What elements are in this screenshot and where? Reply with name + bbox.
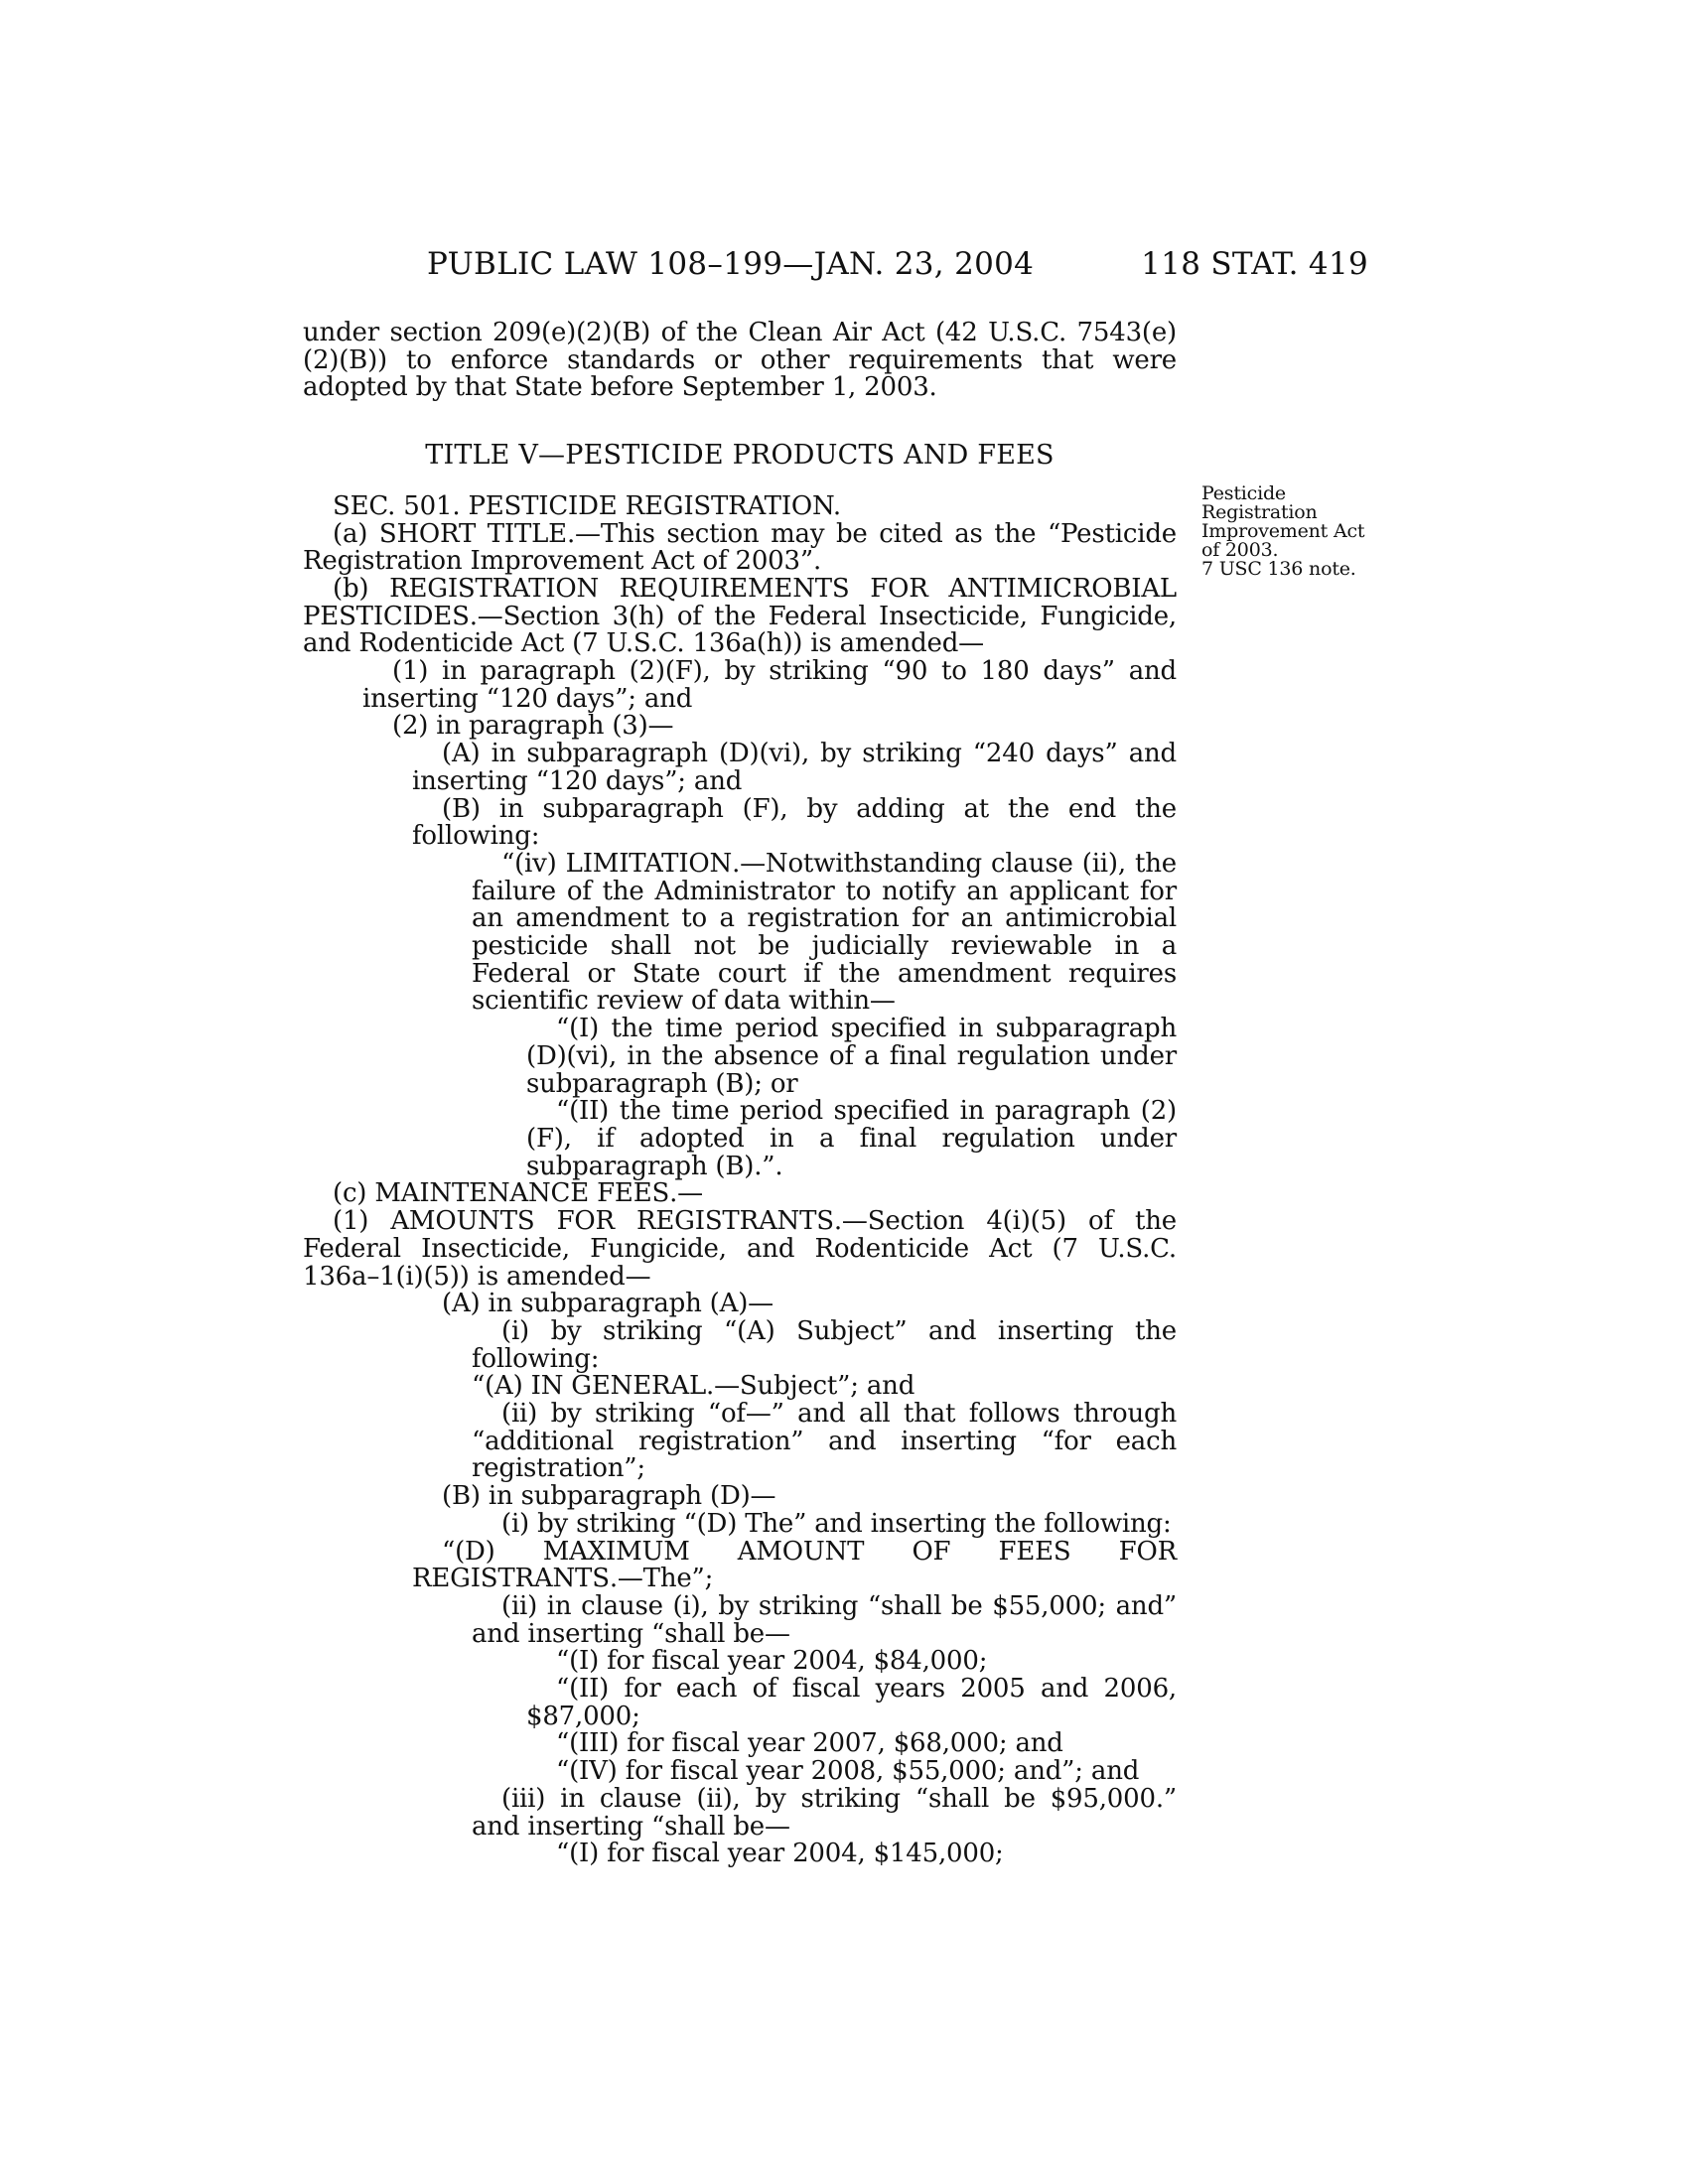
paragraph: under section 209(e)(2)(B) of the Clean Air Act (42 U.S.C. 7543(e)(2)(B)) to enforce standards or other requirements that were adopted by that State before September 1, 2003.	[303, 318, 1177, 403]
subparagraph-c1B: (B) in subparagraph (D)—	[442, 1481, 776, 1512]
quoted-heading: MAXIMUM AMOUNT OF FEES FOR REGISTRANTS	[412, 1536, 1177, 1594]
quoted-heading-D	[303, 1536, 1177, 1594]
subsection-text: .—Section 3(h) of the Federal Insecticide, Fungicide, and Rodenticide Act (7 U.S.C. 136a(h)) is amended—	[303, 601, 1177, 659]
margin-note	[1201, 484, 1400, 579]
quoted-heading-A	[303, 1373, 1177, 1401]
quoted-text: .—The”;	[609, 1564, 714, 1594]
paragraph-text: .—Section 4(i)(5) of the Federal Insecticide, Fungicide, and Rodenticide Act (7 U.S.C. 136a–1(i)(5)) is amended—	[303, 1206, 1177, 1292]
clause-lead: “(iv)	[501, 848, 566, 879]
margin-note-line: Pesticide	[1201, 482, 1286, 504]
clause-c1Aii: (ii) by striking “of—” and all that follows through “additional registration” and inserting “for each registration”;	[472, 1399, 1177, 1484]
paragraph-b2: (2) in paragraph (3)—	[392, 711, 674, 742]
running-header-stat: 118 STAT. 419	[1141, 246, 1368, 282]
title-heading: TITLE V—PESTICIDE PRODUCTS AND FEES	[425, 440, 1055, 472]
margin-note-line: 7 USC 136 note.	[1201, 558, 1356, 580]
subsection-lead: (a)	[333, 518, 379, 549]
subsection-lead: (b)	[333, 573, 390, 604]
subsection-b	[303, 573, 1177, 659]
clause-iv	[303, 848, 1177, 1017]
clause-c1Biii: (iii) in clause (ii), by striking “shall be $95,000.” and inserting “shall be—	[472, 1783, 1177, 1842]
section-label: SEC. 501.	[333, 490, 469, 521]
paragraph-heading: AMOUNTS FOR REGISTRANTS	[390, 1206, 834, 1237]
section-heading	[303, 490, 1177, 521]
subsection-lead: (c)	[333, 1178, 375, 1209]
subsection-text: .—	[669, 1178, 703, 1209]
subsection-heading: REGISTRATION REQUIREMENTS FOR ANTIMICROBIAL PESTICIDES	[303, 573, 1177, 631]
fee-item: “(IV) for fiscal year 2008, $55,000; and”; and	[556, 1756, 1140, 1787]
margin-note-line: of 2003.	[1201, 539, 1279, 561]
fee-item: “(II) for each of fiscal years 2005 and 2006, $87,000;	[526, 1674, 1177, 1731]
subparagraph-b2A: (A) in subparagraph (D)(vi), by striking “240 days” and inserting “120 days”; and	[412, 739, 1177, 796]
subparagraph-b2B: (B) in subparagraph (F), by adding at the end the following:	[412, 793, 1177, 852]
fee-item: “(I) for fiscal year 2004, $84,000;	[556, 1646, 988, 1677]
subsection-a	[303, 518, 1177, 577]
subsection-heading: SHORT TITLE	[378, 518, 567, 549]
subparagraph-c1A: (A) in subparagraph (A)—	[442, 1289, 774, 1319]
clause-c1Bii: (ii) in clause (i), by striking “shall be $55,000; and” and inserting “shall be—	[472, 1590, 1177, 1649]
clause-c1Ai: (i) by striking “(A) Subject” and inserting the following:	[472, 1315, 1177, 1374]
running-header-title: PUBLIC LAW 108–199—JAN. 23, 2004	[427, 246, 1035, 282]
quoted-heading: IN GENERAL	[530, 1371, 707, 1402]
quoted-lead: “(A)	[472, 1371, 531, 1402]
paragraph-lead: (1)	[333, 1206, 391, 1237]
quoted-text: .—Subject”; and	[706, 1371, 915, 1402]
subsection-c	[303, 1180, 1177, 1208]
quoted-lead: “(D)	[442, 1536, 543, 1567]
clause-text: .—Notwithstanding clause (ii), the failure of the Administrator to notify an applicant for an amendment to a registration for an antimicrobial pesticide shall not be judicially reviewable in a Federal or State court if the amendment requires scientific review of data within—	[472, 848, 1177, 1017]
margin-note-line: Registration	[1201, 501, 1318, 523]
clause-heading: LIMITATION	[565, 848, 733, 879]
section-name: PESTICIDE REGISTRATION.	[468, 490, 841, 521]
subclause-I: “(I) the time period specified in subparagraph (D)(vi), in the absence of a final regulation under subparagraph (B); or	[526, 1014, 1177, 1099]
paragraph-c1	[303, 1208, 1177, 1291]
document-body	[303, 320, 1177, 1868]
paragraph-b1: (1) in paragraph (2)(F), by striking “90 to 180 days” and inserting “120 days”; and	[362, 656, 1177, 714]
subclause-II: “(II) the time period specified in paragraph (2)(F), if adopted in a final regulation under subparagraph (B).”.	[526, 1096, 1177, 1181]
subsection-text: .—This section may be cited as the “Pesticide Registration Improvement Act of 2003”.	[303, 518, 1177, 577]
subsection-heading: MAINTENANCE FEES	[374, 1178, 670, 1209]
fee-item: “(III) for fiscal year 2007, $68,000; and	[556, 1728, 1063, 1759]
clause-c1Bi: (i) by striking “(D) The” and inserting the following:	[501, 1508, 1172, 1539]
fee-item: “(I) for fiscal year 2004, $145,000;	[556, 1839, 1004, 1869]
margin-note-line: Improvement Act	[1201, 520, 1365, 542]
